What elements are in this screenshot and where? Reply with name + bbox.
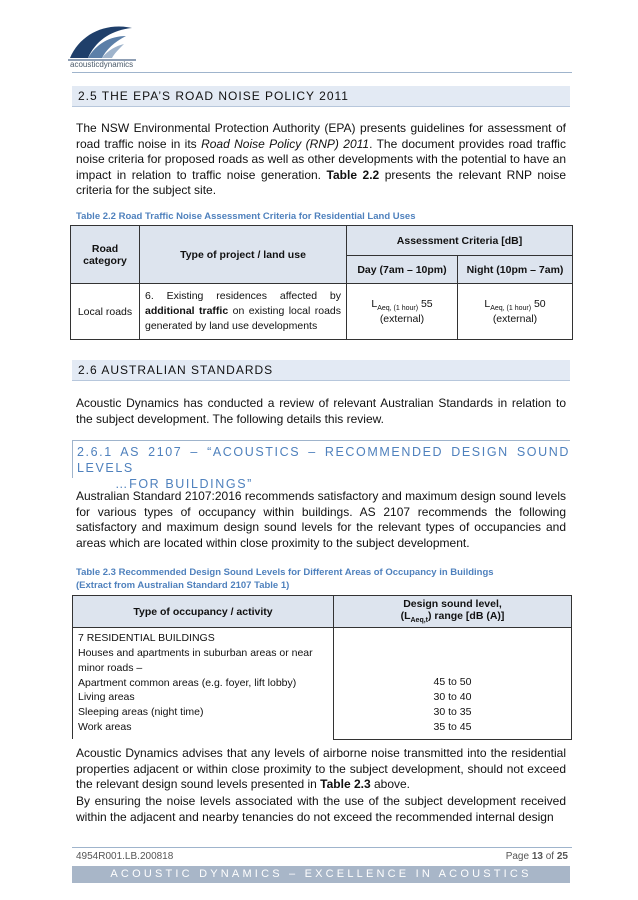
list-item: Work areas xyxy=(78,721,132,734)
section-2-6-1-paragraph: Australian Standard 2107:2016 recommends satisfactory and maximum design sound levels for various types of occupancy within buildings. AS 2107 recommends the following satisfactory and maximum design sound levels for the relevant types of occupancies and areas which are located within close proximity to the subject development. xyxy=(76,489,566,550)
table-2-2-caption: Table 2.2 Road Traffic Noise Assessment Criteria for Residential Land Uses xyxy=(76,211,416,222)
list-item: 30 to 35 xyxy=(433,705,472,718)
list-item: Sleeping areas (night time) xyxy=(78,706,204,719)
list-item: 30 to 40 xyxy=(433,691,472,704)
header-project-type: Type of project / land use xyxy=(140,226,347,284)
logo-text: acousticdynamics xyxy=(70,60,134,69)
occupancy-activity-column xyxy=(73,628,334,740)
list-item: Houses and apartments in suburban areas or near xyxy=(78,647,313,660)
footer-tagline: ACOUSTIC DYNAMICS – EXCELLENCE IN ACOUSTICS xyxy=(72,866,570,883)
header-day: Day (7am – 10pm) xyxy=(347,256,458,284)
design-sound-levels-table xyxy=(72,595,572,740)
list-item: minor roads – xyxy=(78,661,143,674)
cell-day-criteria: $L_{Aeq, (1 hour)}$ 55 (external) xyxy=(347,284,458,340)
header-divider xyxy=(72,72,572,73)
section-heading-2-6-1: 2.6.1 AS 2107 – “ACOUSTICS – RECOMMENDED DESIGN SOUND LEVELS …FOR BUILDINGS” xyxy=(72,440,570,478)
closing-paragraph-2: By ensuring the noise levels associated with the use of the subject development received within the adjacent and nearby tenancies do not exceed the recommended internal design xyxy=(76,794,566,824)
footer-divider xyxy=(72,847,572,848)
list-item: 45 to 50 xyxy=(433,676,472,689)
document-reference: 4954R001.LB.200818 xyxy=(76,851,174,862)
list-item: Apartment common areas (e.g. foyer, lift lobby) xyxy=(78,676,297,689)
list-item xyxy=(339,631,566,646)
section-heading-2-6: 2.6 AUSTRALIAN STANDARDS xyxy=(72,360,570,381)
header-design-sound-level: Design sound level, $(L_{Aeq,t})$ range [dB (A)] xyxy=(334,596,572,628)
section-2-5-paragraph: The NSW Environmental Protection Authority (EPA) presents guidelines for assessment of road traffic noise in its Road Noise Policy (RNP) 2011. The document provides road traffic noise criteria for proposed roads as well as other developments with the potential to have an impact in relation to traffic noise generation. Table 2.2 presents the relevant RNP noise criteria for the subject site. xyxy=(76,121,567,197)
page-number: Page 13 of 25 xyxy=(505,851,568,862)
closing-paragraph-1: Acoustic Dynamics advises that any levels of airborne noise transmitted into the residential properties adjacent or within close proximity to the subject development, should not exceed the relevant design sound levels presented in Table 2.3 above. xyxy=(76,746,566,791)
list-item: 7 RESIDENTIAL BUILDINGS xyxy=(78,632,215,645)
list-item xyxy=(339,661,566,676)
cell-project-type: 6. Existing residences affected by additional traffic on existing local roads generated by land use developments xyxy=(140,284,347,340)
table-2-3-caption: Table 2.3 Recommended Design Sound Levels for Different Areas of Occupancy in Buildings xyxy=(76,567,494,578)
header-night: Night (10pm – 7am) xyxy=(458,256,573,284)
list-item: 35 to 45 xyxy=(433,720,472,733)
list-item xyxy=(339,646,566,661)
cell-night-criteria: $L_{Aeq, (1 hour)}$ 50 (external) xyxy=(458,284,573,340)
cell-road-category: Local roads xyxy=(71,284,140,340)
road-noise-criteria-table xyxy=(70,225,573,340)
section-2-6-paragraph: Acoustic Dynamics has conducted a review of relevant Australian Standards in relation to the subject development. The following details this review. xyxy=(76,396,566,426)
header-road-category: Road category xyxy=(71,226,140,284)
sound-level-range-column xyxy=(334,628,572,740)
header-occupancy-type: Type of occupancy / activity xyxy=(73,596,334,628)
table-2-3-subcaption: (Extract from Australian Standard 2107 Table 1) xyxy=(76,580,290,591)
list-item: Living areas xyxy=(78,691,135,704)
section-heading-2-5: 2.5 THE EPA’S ROAD NOISE POLICY 2011 xyxy=(72,86,570,107)
header-assessment-criteria: Assessment Criteria [dB] xyxy=(347,226,573,256)
